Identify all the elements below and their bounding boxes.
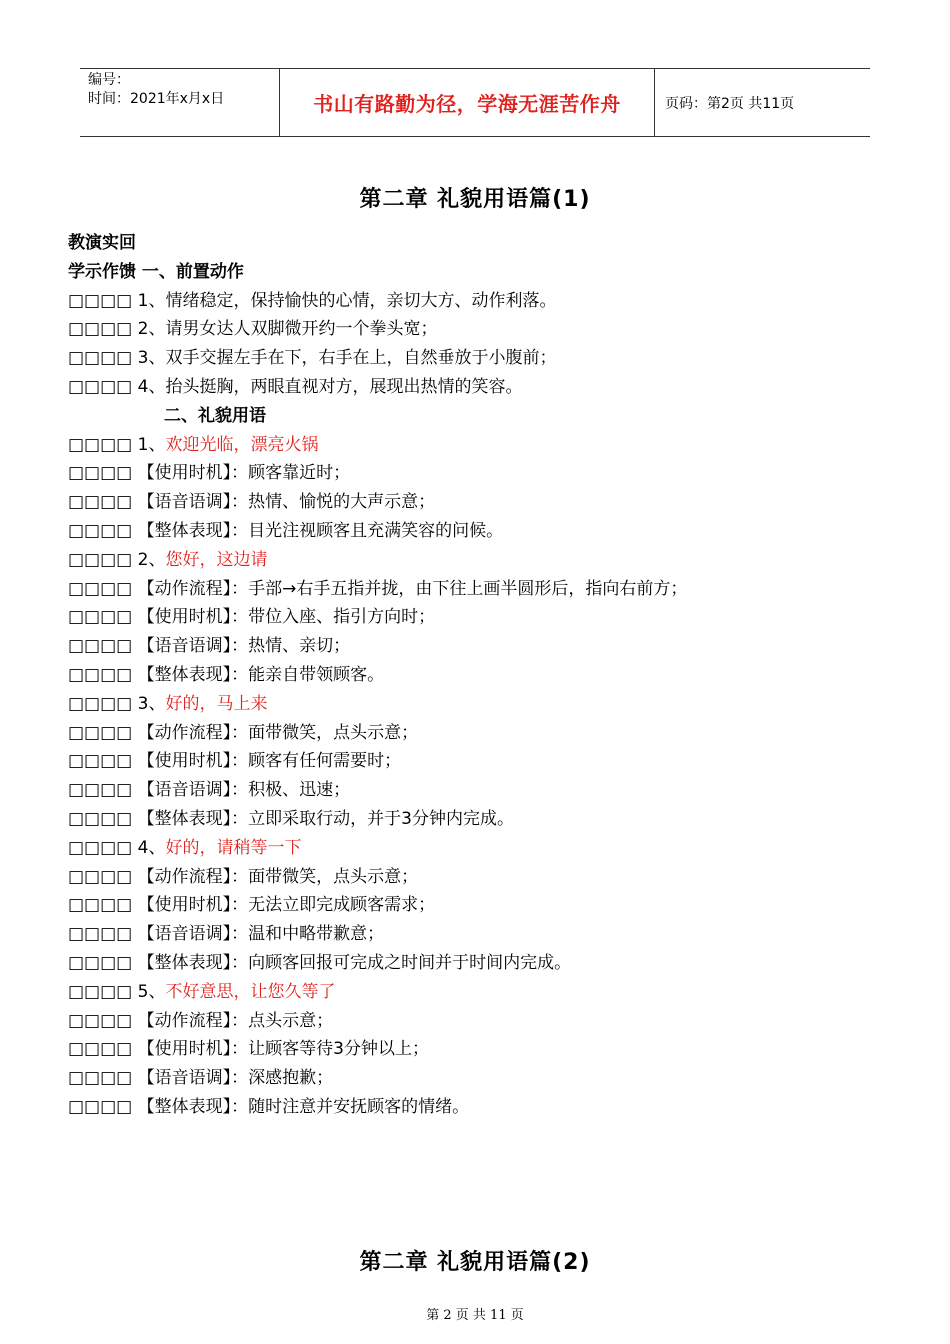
checkbox-glyphs: □□□□: [68, 434, 133, 455]
checkbox-glyphs: □□□□: [68, 549, 133, 570]
document-line: [68, 891, 928, 920]
document-line: [68, 690, 928, 719]
document-line: [68, 632, 928, 661]
line-text: 教演实回: [68, 233, 136, 253]
document-line: [68, 1093, 928, 1122]
checkbox-glyphs: □□□□: [68, 693, 133, 714]
document-line: [68, 488, 928, 517]
line-text: 【语音语调】：温和中略带歉意；: [132, 924, 385, 945]
document-line: [68, 287, 928, 316]
checkbox-glyphs: □□□□: [68, 319, 133, 340]
document-line: [68, 546, 928, 575]
checkbox-glyphs: □□□□: [68, 1039, 133, 1060]
document-line: [68, 459, 928, 488]
document-line: [68, 373, 928, 402]
page-footer: 第 2 页 共 11 页: [426, 1308, 524, 1323]
page-header: [80, 68, 870, 137]
document-line: [68, 431, 928, 460]
line-text: 5、: [132, 981, 166, 1002]
line-text: 【使用时机】：无法立即完成顾客需求；: [132, 895, 436, 916]
checkbox-glyphs: □□□□: [68, 722, 133, 743]
document-line: [68, 517, 928, 546]
document-line: [68, 315, 928, 344]
date-label: 时间：2021年x月x日: [88, 91, 225, 107]
line-text: 【语音语调】：深感抱歉；: [132, 1068, 334, 1089]
line-text: 4、抬头挺胸，两眼直视对方，展现出热情的笑容。: [132, 376, 523, 397]
phrase-highlight: 您好，这边请: [165, 549, 268, 570]
line-text: 2、: [132, 549, 166, 570]
document-line: [68, 747, 928, 776]
document-line: [68, 949, 928, 978]
checkbox-glyphs: □□□□: [68, 1010, 133, 1031]
checkbox-glyphs: □□□□: [68, 636, 133, 657]
document-line: [68, 1035, 928, 1064]
phrase-highlight: 不好意思，让您久等了: [165, 981, 336, 1002]
checkbox-glyphs: □□□□: [68, 981, 133, 1002]
phrase-highlight: 好的，请稍等一下: [165, 837, 302, 858]
line-text: 【整体表现】：立即采取行动，并于3分钟内完成。: [132, 808, 514, 829]
line-text: 1、: [132, 434, 166, 455]
checkbox-glyphs: □□□□: [68, 607, 133, 628]
document-body: [68, 229, 928, 1122]
line-text: 【动作流程】：面带微笑，点头示意；: [132, 866, 419, 887]
line-text: 【整体表现】：向顾客回报可完成之时间并于时间内完成。: [132, 952, 572, 973]
document-line: [68, 1007, 928, 1036]
checkbox-glyphs: □□□□: [68, 290, 133, 311]
line-text: 3、: [132, 693, 166, 714]
header-meta: [80, 69, 280, 136]
document-line: [68, 258, 928, 287]
header-motto-cell: [280, 69, 655, 136]
document-line: [68, 229, 928, 258]
line-text: 【整体表现】：能亲自带领顾客。: [132, 664, 385, 685]
phrase-highlight: 欢迎光临，漂亮火锅: [165, 434, 319, 455]
line-text: 2、请男女达人双脚微开约一个拳头宽；: [132, 319, 438, 340]
line-text: 1、情绪稳定，保持愉快的心情，亲切大方、动作利落。: [132, 290, 557, 311]
checkbox-glyphs: □□□□: [68, 866, 133, 887]
line-text: 【动作流程】：面带微笑，点头示意；: [132, 722, 419, 743]
line-text: 4、: [132, 837, 166, 858]
line-text: 二、礼貌用语: [164, 405, 266, 426]
document-line: [68, 575, 928, 604]
checkbox-glyphs: □□□□: [68, 1096, 133, 1117]
document-line: [68, 776, 928, 805]
document-line: [68, 805, 928, 834]
document-line: [68, 719, 928, 748]
line-text: 3、双手交握左手在下，右手在上，自然垂放于小腹前；: [132, 348, 557, 369]
line-text: 【动作流程】：手部→右手五指并拢，由下往上画半圆形后，指向右前方；: [132, 578, 688, 599]
checkbox-glyphs: □□□□: [68, 924, 133, 945]
document-line: [68, 661, 928, 690]
checkbox-glyphs: □□□□: [68, 751, 133, 772]
checkbox-glyphs: □□□□: [68, 348, 133, 369]
line-text: 【使用时机】：带位入座、指引方向时；: [132, 607, 436, 628]
checkbox-glyphs: □□□□: [68, 952, 133, 973]
chapter-title-1: 第二章 礼貌用语篇(1): [359, 187, 591, 212]
number-label: 编号：: [88, 72, 130, 88]
document-line: [68, 834, 928, 863]
checkbox-glyphs: □□□□: [68, 463, 133, 484]
header-page-info: 页码：第2页 共11页: [665, 95, 795, 112]
document-line: [68, 978, 928, 1007]
checkbox-glyphs: □□□□: [68, 664, 133, 685]
line-text: 【语音语调】：积极、迅速；: [132, 780, 351, 801]
document-line: [68, 1064, 928, 1093]
line-text: 【语音语调】：热情、亲切；: [132, 636, 351, 657]
line-text: 【使用时机】：顾客靠近时；: [132, 463, 351, 484]
line-text: 【动作流程】：点头示意；: [132, 1010, 334, 1031]
document-line: [68, 920, 928, 949]
checkbox-glyphs: □□□□: [68, 808, 133, 829]
header-motto: 书山有路勤为径，学海无涯苦作舟: [313, 92, 621, 116]
document-line: [68, 402, 928, 431]
document-line: [68, 344, 928, 373]
checkbox-glyphs: □□□□: [68, 578, 133, 599]
checkbox-glyphs: □□□□: [68, 837, 133, 858]
document-line: [68, 603, 928, 632]
checkbox-glyphs: □□□□: [68, 376, 133, 397]
line-text: 【使用时机】：让顾客等待3分钟以上；: [132, 1039, 429, 1060]
document-line: [68, 863, 928, 892]
line-text: 【使用时机】：顾客有任何需要时；: [132, 751, 402, 772]
checkbox-glyphs: □□□□: [68, 895, 133, 916]
phrase-highlight: 好的，马上来: [165, 693, 268, 714]
line-text: 【整体表现】：目光注视顾客且充满笑容的问候。: [132, 520, 504, 541]
checkbox-glyphs: □□□□: [68, 492, 133, 513]
line-text: 【整体表现】：随时注意并安抚顾客的情绪。: [132, 1096, 470, 1117]
chapter-title-2: 第二章 礼貌用语篇(2): [359, 1250, 591, 1275]
line-text: 学示作馈 一、前置动作: [68, 261, 244, 282]
checkbox-glyphs: □□□□: [68, 780, 133, 801]
line-text: 【语音语调】：热情、愉悦的大声示意；: [132, 492, 436, 513]
checkbox-glyphs: □□□□: [68, 1068, 133, 1089]
checkbox-glyphs: □□□□: [68, 520, 133, 541]
